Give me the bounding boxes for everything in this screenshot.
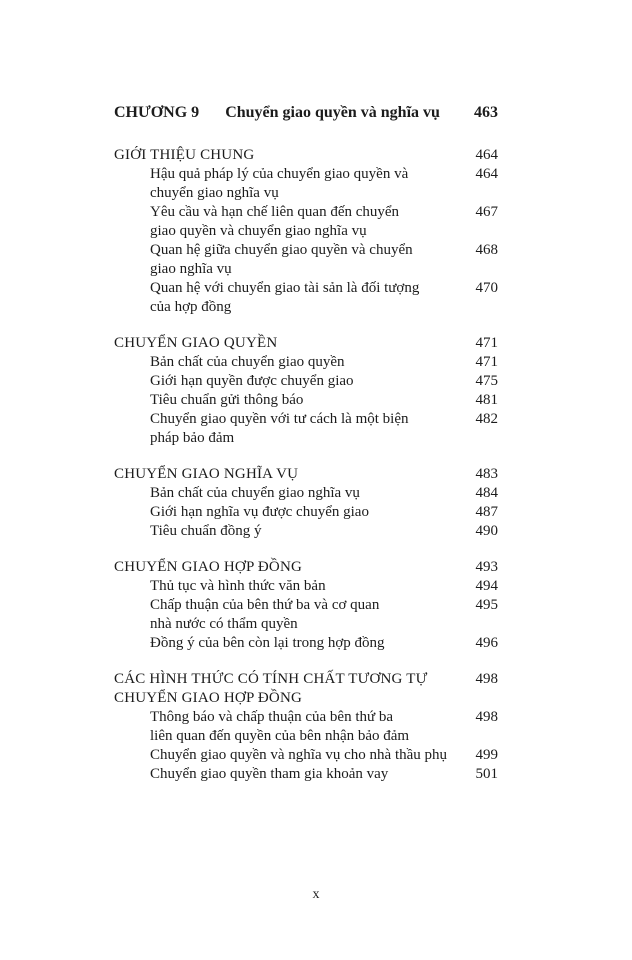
section-heading-row-text <box>114 670 462 708</box>
toc-item-row <box>114 203 498 241</box>
page-number: 499 <box>475 747 498 763</box>
page-number: 464 <box>475 147 498 163</box>
toc-line: Hậu quả pháp lý của chuyển giao quyền và <box>150 166 409 182</box>
toc-item-row <box>114 596 498 634</box>
toc-item-row-text <box>114 165 462 203</box>
toc-item-row <box>114 503 498 522</box>
toc-item-row-text <box>114 279 462 317</box>
toc-item-row-text <box>114 577 462 596</box>
page-number: 498 <box>475 709 498 725</box>
section-heading-row <box>114 558 498 577</box>
page-number: 464 <box>475 166 498 182</box>
toc-line: Chuyển giao quyền tham gia khoản vay <box>150 766 389 782</box>
page-number: 470 <box>475 280 498 296</box>
page-number: 498 <box>475 671 498 687</box>
toc-item-row <box>114 484 498 503</box>
toc-item-row <box>114 634 498 653</box>
toc-line: pháp bảo đảm <box>150 430 235 446</box>
toc-line: CHUYỂN GIAO HỢP ĐỒNG <box>114 559 303 575</box>
toc-item-row <box>114 577 498 596</box>
toc-item-row <box>114 372 498 391</box>
toc-line: của hợp đồng <box>150 299 232 315</box>
page-number: 471 <box>475 335 498 351</box>
page-number: 495 <box>475 597 498 613</box>
toc-item-row-text <box>114 503 462 522</box>
toc-line: Quan hệ với chuyển giao tài sản là đối tượng <box>150 280 420 296</box>
toc-item-row <box>114 391 498 410</box>
toc-line: Thông báo và chấp thuận của bên thứ ba <box>150 709 394 725</box>
toc-item-row-text <box>114 596 462 634</box>
toc-line: Chuyển giao quyền và nghĩa vụ cho nhà thầu phụ <box>150 747 448 763</box>
toc-line: CHUYỂN GIAO NGHĨA VỤ <box>114 466 299 482</box>
toc-section <box>114 558 498 653</box>
toc-line: Đồng ý của bên còn lại trong hợp đồng <box>150 635 385 651</box>
toc-section <box>114 334 498 448</box>
toc-item-row-text <box>114 746 462 765</box>
toc-line: Bản chất của chuyển giao nghĩa vụ <box>150 485 360 501</box>
page-number: 493 <box>475 559 498 575</box>
section-heading-row-text <box>114 465 462 484</box>
toc-item-row-text <box>114 203 462 241</box>
toc-section <box>114 670 498 784</box>
toc-item-row-text <box>114 372 462 391</box>
toc-item-row <box>114 522 498 541</box>
toc-item-row-text <box>114 241 462 279</box>
page-number: 471 <box>475 354 498 370</box>
chapter-label: CHƯƠNG 9 <box>114 104 200 121</box>
section-heading-row-text <box>114 558 462 577</box>
chapter-title: Chuyển giao quyền và nghĩa vụ <box>225 104 440 121</box>
toc-line: Tiêu chuẩn gửi thông báo <box>150 392 304 408</box>
page-number: 468 <box>475 242 498 258</box>
toc-line: nhà nước có thẩm quyền <box>150 616 298 632</box>
page-number: 475 <box>475 373 498 389</box>
toc-line: GIỚI THIỆU CHUNG <box>114 147 255 163</box>
toc-item-row <box>114 410 498 448</box>
toc-line: giao nghĩa vụ <box>150 261 232 277</box>
page-number: 484 <box>475 485 498 501</box>
section-heading-row-text <box>114 334 462 353</box>
page-number: 482 <box>475 411 498 427</box>
chapter-heading-row <box>114 103 498 123</box>
chapter-heading-text <box>114 103 462 123</box>
toc-line: Thủ tục và hình thức văn bản <box>150 578 326 594</box>
toc-line: Chuyển giao quyền với tư cách là một biện <box>150 411 409 427</box>
toc-line: CHUYỂN GIAO HỢP ĐỒNG <box>114 690 303 706</box>
toc-item-row-text <box>114 484 462 503</box>
toc-line: CÁC HÌNH THỨC CÓ TÍNH CHẤT TƯƠNG TỰ <box>114 671 428 687</box>
toc-section <box>114 465 498 541</box>
toc-line: Chấp thuận của bên thứ ba và cơ quan <box>150 597 380 613</box>
page-number: 483 <box>475 466 498 482</box>
page-number: 496 <box>475 635 498 651</box>
page-number: 494 <box>475 578 498 594</box>
section-heading-row <box>114 670 498 708</box>
toc-line: Giới hạn quyền được chuyển giao <box>150 373 354 389</box>
toc-line: Giới hạn nghĩa vụ được chuyển giao <box>150 504 369 520</box>
toc-line: chuyển giao nghĩa vụ <box>150 185 279 201</box>
toc-item-row-text <box>114 391 462 410</box>
toc-line: CHUYỂN GIAO QUYỀN <box>114 335 278 351</box>
toc-item-row <box>114 765 498 784</box>
toc-item-row-text <box>114 522 462 541</box>
toc-item-row <box>114 708 498 746</box>
section-heading-row-text <box>114 146 462 165</box>
section-heading-row <box>114 465 498 484</box>
page-number: 487 <box>475 504 498 520</box>
toc-item-row <box>114 353 498 372</box>
section-heading-row <box>114 334 498 353</box>
toc-line: Tiêu chuẩn đồng ý <box>150 523 262 539</box>
toc-item-row <box>114 165 498 203</box>
page-number: 490 <box>475 523 498 539</box>
page-number: 467 <box>475 204 498 220</box>
page-footer-number: x <box>312 887 320 902</box>
toc-item-row-text <box>114 634 462 653</box>
toc-line: Quan hệ giữa chuyển giao quyền và chuyển <box>150 242 413 258</box>
page-number: 501 <box>475 766 498 782</box>
page-number: 481 <box>475 392 498 408</box>
toc-line: giao quyền và chuyển giao nghĩa vụ <box>150 223 367 239</box>
toc-item-row <box>114 746 498 765</box>
toc-line: Bản chất của chuyển giao quyền <box>150 354 345 370</box>
toc-item-row-text <box>114 708 462 746</box>
toc-line: liên quan đến quyền của bên nhận bảo đảm <box>150 728 410 744</box>
toc-item-row-text <box>114 353 462 372</box>
section-heading-row <box>114 146 498 165</box>
toc-section <box>114 146 498 317</box>
toc-content <box>114 103 498 784</box>
toc-item-row-text <box>114 765 462 784</box>
toc-item-row-text <box>114 410 462 448</box>
toc-item-row <box>114 279 498 317</box>
toc-sections <box>114 146 498 784</box>
chapter-page-number: 463 <box>474 104 498 121</box>
toc-item-row <box>114 241 498 279</box>
toc-line: Yêu cầu và hạn chế liên quan đến chuyển <box>150 204 400 220</box>
